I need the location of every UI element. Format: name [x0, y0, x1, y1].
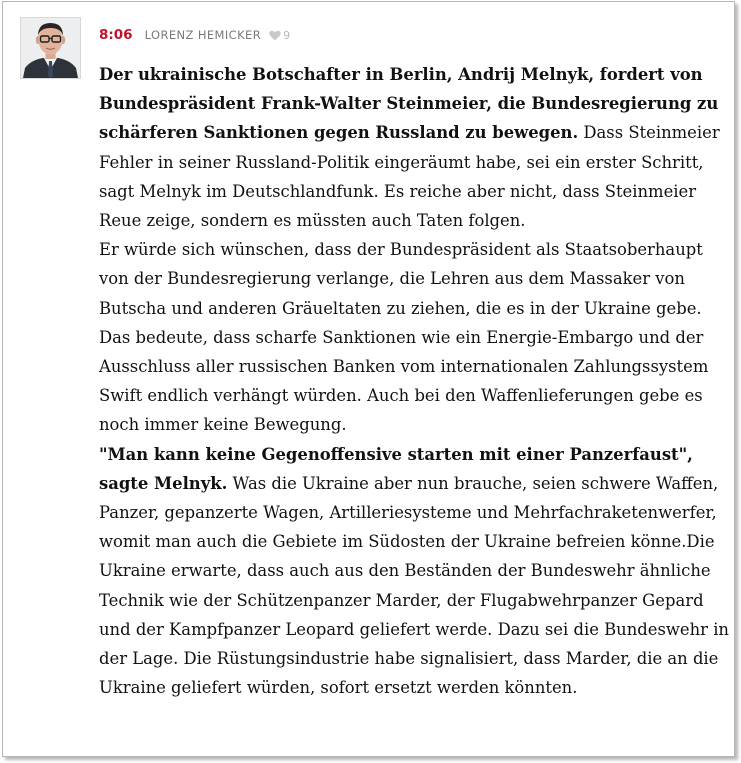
- paragraph-1: [99, 60, 731, 235]
- post-card: [2, 1, 735, 757]
- post-meta: [99, 25, 290, 45]
- person-avatar-icon[interactable]: [20, 17, 81, 79]
- post-author[interactable]: LORENZ HEMICKER: [144, 28, 262, 42]
- like-button[interactable]: [269, 29, 290, 42]
- like-count: 9: [283, 28, 291, 42]
- paragraph-3-text: Was die Ukraine aber nun brauche, seien schwere Waffen, Panzer, gepanzerte Wagen, Artilleriesysteme und Mehrfachraketenwerfer, womit man auch die Gebiete im Südosten der Ukraine befreien könne.Die Ukraine erwarte, dass auch aus den Beständen der Bundeswehr ähnliche Technik wie der Schützenpanzer Marder, der Flugabwehrpanzer Gepard und der Kampfpanzer Leopard geliefert werde. Dazu sei die Bundeswehr in der Lage. Die Rüstungsindustrie habe signalisiert, dass Marder, die an die Ukraine geliefert würden, sofort ersetzt werden könnten.: [99, 473, 729, 698]
- paragraph-3: [99, 440, 731, 703]
- lead-bold-text: Der ukrainische Botschafter in Berlin, Andrij Melnyk, fordert von Bundespräsident Frank-Walter Steinmeier, die Bundesregierung zu schärferen Sanktionen gegen Russland zu bewegen.: [99, 65, 719, 143]
- quote-bold-text: "Man kann keine Gegenoffensive starten mit einer Panzerfaust", sagte Melnyk.: [99, 444, 693, 493]
- article-body: [99, 60, 731, 702]
- heart-icon: [269, 30, 281, 41]
- post-time: 8:06: [99, 27, 133, 43]
- paragraph-2: Er würde sich wünschen, dass der Bundespräsident als Staatsoberhaupt von der Bundesregierung verlange, die Lehren aus dem Massaker von Butscha und anderen Gräueltaten zu ziehen, die es in der Ukraine gebe. Das bedeute, dass scharfe Sanktionen wie ein Energie-Embargo und der Ausschluss aller russischen Banken vom internationalen Zahlungssystem Swift endlich verhängt würden. Auch bei den Waffenlieferungen gebe es noch immer keine Bewegung.: [99, 240, 709, 435]
- paragraph-1-text: Dass Steinmeier Fehler in seiner Russland-Politik eingeräumt habe, sei ein erster Schritt, sagt Melnyk im Deutschlandfunk. Es reiche aber nicht, dass Steinmeier Reue zeige, sondern es müssten auch Taten folgen.: [99, 123, 720, 231]
